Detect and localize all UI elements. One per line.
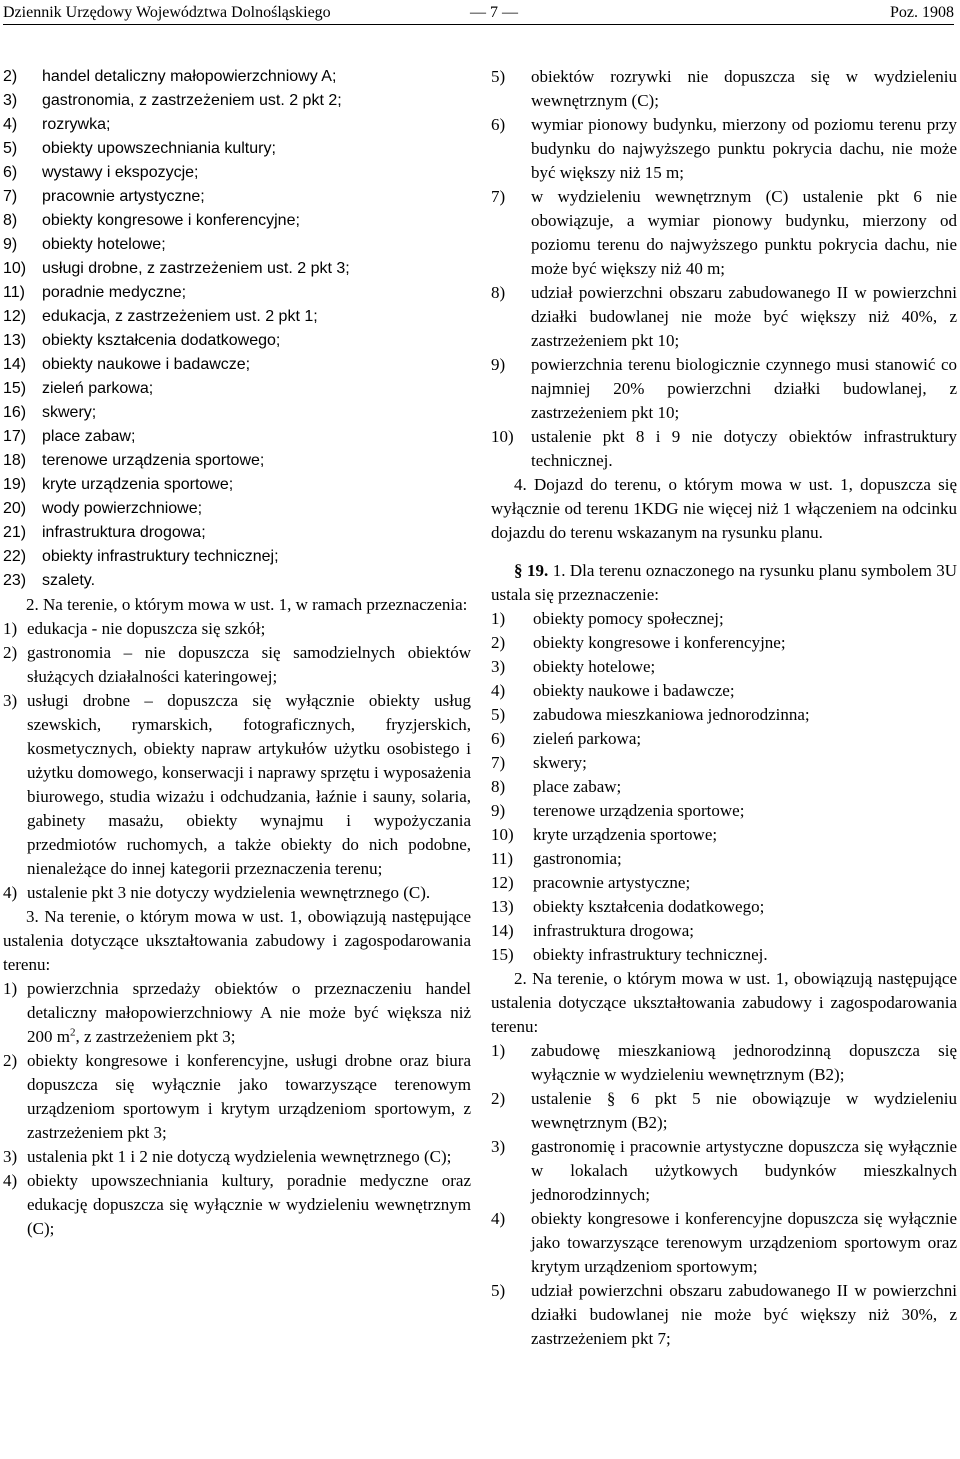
list-item <box>491 871 957 895</box>
section-19-label: § 19. <box>514 561 549 580</box>
list-item <box>3 569 471 593</box>
list-item-number: 4) <box>491 681 506 700</box>
paragraph-4: 4. Dojazd do terenu, o którym mowa w ust. 1, dopuszcza się wyłącznie od terenu 1KDG nie więcej niż 1 włączeniem na odcinku dojazdu do terenu wskazanym na rysunku planu. <box>491 475 957 542</box>
list-item-text: ustalenie pkt 3 nie dotyczy wydzielenia wewnętrznego (C). <box>27 883 431 902</box>
list-item-number: 3) <box>3 92 18 109</box>
list-item-number: 11) <box>491 849 514 868</box>
list-item <box>3 185 471 209</box>
list-item-text: wystawy i ekspozycje; <box>42 164 199 181</box>
list-item-number: 9) <box>491 355 506 374</box>
paragraph-3: 3. Na terenie, o którym mowa w ust. 1, obowiązują następujące ustalenia dotyczące ukształtowania zabudowy i zagospodarowania terenu: <box>3 907 471 974</box>
list-item <box>3 233 471 257</box>
list-item-text: ustalenia pkt 1 i 2 nie dotyczą wydzielenia wewnętrznego (C); <box>27 1147 452 1166</box>
list-item-text: obiekty kształcenia dodatkowego; <box>42 332 281 349</box>
list-item <box>491 1279 957 1351</box>
list-item-number: 9) <box>3 236 18 253</box>
list-item-number: 1) <box>491 1041 506 1060</box>
journal-title: Dziennik Urzędowy Województwa Dolnośląskiego <box>3 4 331 21</box>
header-rule <box>3 24 954 25</box>
list-item <box>491 751 957 775</box>
list-item-text: obiekty kształcenia dodatkowego; <box>533 897 765 916</box>
list-item-text: obiekty kongresowe i konferencyjne; <box>533 633 786 652</box>
page-header <box>3 0 954 26</box>
list-item-text: poradnie medyczne; <box>42 284 187 301</box>
list-item-number: 5) <box>491 1281 506 1300</box>
list-item-number: 11) <box>3 284 25 301</box>
section-19-text: 1. Dla terenu oznaczonego na rysunku planu symbolem 3U ustala się przeznaczenie: <box>491 561 958 604</box>
list-item-number: 20) <box>3 500 27 517</box>
list-item-text: obiekty naukowe i badawcze; <box>42 356 251 373</box>
list-item <box>491 775 957 799</box>
list-item <box>491 631 957 655</box>
list-item-number: 6) <box>491 729 506 748</box>
list-item-text: terenowe urządzenia sportowe; <box>533 801 745 820</box>
list-item <box>3 1169 471 1241</box>
list-item <box>491 799 957 823</box>
list-item-number: 1) <box>3 619 18 638</box>
paragraph-2: 2. Na terenie, o którym mowa w ust. 1, w ramach przeznaczenia: <box>26 595 468 614</box>
list-item <box>3 497 471 521</box>
list-item <box>3 113 471 137</box>
list-item <box>3 473 471 497</box>
list-item-text: powierzchnia terenu biologicznie czynnego musi stanowić co najmniej 20% powierzchni działki budowlanej, z zastrzeżeniem pkt 10; <box>531 355 957 422</box>
list-item-text: infrastruktura drogowa; <box>42 524 206 541</box>
list-item-text: pracownie artystyczne; <box>533 873 691 892</box>
list-item <box>491 919 957 943</box>
list-item-number: 8) <box>491 777 506 796</box>
list-item-text: handel detaliczny małopowierzchniowy A; <box>42 68 337 85</box>
list-item-text: pracownie artystyczne; <box>42 188 205 205</box>
list-item <box>3 1049 471 1145</box>
list-item-text: place zabaw; <box>42 428 136 445</box>
list-item-number: 10) <box>491 427 514 446</box>
list-item-number: 22) <box>3 548 27 565</box>
right-column <box>491 65 957 1351</box>
list-item-text: obiekty infrastruktury technicznej. <box>533 945 768 964</box>
list-item-number: 13) <box>3 332 27 349</box>
list-item <box>491 353 957 425</box>
list-item-number: 5) <box>3 140 18 157</box>
paragraph-2-list <box>3 617 471 905</box>
list-item <box>491 113 957 185</box>
list-item <box>3 89 471 113</box>
list-item <box>3 977 471 1049</box>
list-item-text: obiekty kongresowe i konferencyjne, usługi drobne oraz biura dopuszcza się wyłącznie jako towarzyszące terenowym urządzeniom sportowym i krytym urządzeniom sportowym, z zastrzeżeniem pkt 3; <box>27 1051 471 1142</box>
list-item <box>491 1087 957 1135</box>
list-item-number: 7) <box>491 187 506 206</box>
list-item <box>491 185 957 281</box>
list-item-text: edukacja, z zastrzeżeniem ust. 2 pkt 1; <box>42 308 318 325</box>
paragraph-3-list-continued <box>491 65 957 473</box>
list-item-text: zabudowa mieszkaniowa jednorodzinna; <box>533 705 810 724</box>
list-item <box>491 1039 957 1087</box>
list-item-text: place zabaw; <box>533 777 622 796</box>
list-item-text: gastronomia; <box>533 849 622 868</box>
list-item-number: 10) <box>491 825 514 844</box>
list-item <box>3 161 471 185</box>
list-item-number: 2) <box>3 68 18 85</box>
list-item-number: 14) <box>3 356 27 373</box>
list-item <box>3 689 471 881</box>
section-19-paragraph-2: 2. Na terenie, o którym mowa w ust. 1, obowiązują następujące ustalenia dotyczące ukształtowania zabudowy i zagospodarowania terenu: <box>491 969 957 1036</box>
list-item-text: wymiar pionowy budynku, mierzony od poziomu terenu przy budynku do najwyższego punktu pokrycia dachu, nie może być większy niż 15 m; <box>531 115 957 182</box>
superscript: 2 <box>69 1026 76 1039</box>
section-19 <box>491 559 957 607</box>
list-item-text: terenowe urządzenia sportowe; <box>42 452 265 469</box>
list-item-number: 15) <box>491 945 514 964</box>
list-item-number: 1) <box>3 979 18 998</box>
page-number: — 7 — <box>470 4 518 21</box>
list-item-text: kryte urządzenia sportowe; <box>533 825 718 844</box>
list-item-text: obiekty upowszechniania kultury, poradnie medyczne oraz edukację dopuszcza się wyłącznie w wydzieleniu wewnętrznym (C); <box>27 1171 471 1238</box>
list-item <box>3 377 471 401</box>
list-item-text: udział powierzchni obszaru zabudowanego II w powierzchni działki budowlanej nie może być większy niż 30%, z zastrzeżeniem pkt 7; <box>531 1281 957 1348</box>
list-item-text: skwery; <box>42 404 97 421</box>
list-item-text: obiekty upowszechniania kultury; <box>42 140 276 157</box>
list-item-text: usługi drobne – dopuszcza się wyłącznie obiekty usług szewskich, rymarskich, fotograficznych, fryzjerskich, kosmetycznych, obiekty napraw artykułów użytku osobistego i użytku domowego, konserwacji i naprawy sprzętu i wyposażenia biurowego, studia wizażu i odchudzania, łaźnie i sauny, solaria, gabinety masażu, obiekty wynajmu i wypożyczania przedmiotów ruchomych, a także obiekty do nich podobne, nienależące do innej kategorii przeznaczenia terenu; <box>27 691 471 878</box>
list-item <box>491 727 957 751</box>
list-item <box>491 281 957 353</box>
list-item-text: w wydzieleniu wewnętrznym (C) ustalenie pkt 6 nie obowiązuje, a wymiar pionowy budynku, mierzony od poziomu terenu do najwyższego punktu pokrycia dachu, nie może być większy niż 40 m; <box>531 187 957 278</box>
list-item-text: zieleń parkowa; <box>533 729 642 748</box>
list-item-number: 6) <box>491 115 506 134</box>
list-item-text: obiekty kongresowe i konferencyjne dopuszcza się wyłącznie jako towarzyszące terenowym urządzeniom sportowym oraz krytym urządzeniom sportowym; <box>531 1209 957 1276</box>
list-item-number: 1) <box>491 609 506 628</box>
list-item-text: gastronomia, z zastrzeżeniem ust. 2 pkt 2; <box>42 92 342 109</box>
list-item-text: obiekty hotelowe; <box>42 236 166 253</box>
position-number: Poz. 1908 <box>890 4 954 21</box>
list-item-number: 17) <box>3 428 27 445</box>
list-item <box>3 353 471 377</box>
paragraph-3-list <box>3 977 471 1241</box>
list-item-number: 6) <box>3 164 18 181</box>
list-item-text: wody powierzchniowe; <box>42 500 203 517</box>
list-item <box>491 425 957 473</box>
list-item-number: 3) <box>3 1147 18 1166</box>
list-item <box>491 895 957 919</box>
list-item-text: obiekty kongresowe i konferencyjne; <box>42 212 300 229</box>
list-item-text: zabudowę mieszkaniową jednorodzinną dopuszcza się wyłącznie w wydzieleniu wewnętrznym (B2); <box>531 1041 957 1084</box>
list-item <box>491 943 957 967</box>
list-item <box>491 655 957 679</box>
list-item-text: ustalenie pkt 8 i 9 nie dotyczy obiektów infrastruktury technicznej. <box>531 427 957 470</box>
list-item-number: 15) <box>3 380 27 397</box>
list-item <box>3 545 471 569</box>
list-item-text-tail: , z zastrzeżeniem pkt 3; <box>75 1027 236 1046</box>
list-item <box>491 65 957 113</box>
list-item-number: 18) <box>3 452 27 469</box>
list-item-number: 8) <box>3 212 18 229</box>
list-item <box>3 401 471 425</box>
section-19-list <box>491 607 957 967</box>
list-item-number: 9) <box>491 801 506 820</box>
list-item-number: 5) <box>491 67 506 86</box>
list-item-text: gastronomia – nie dopuszcza się samodzielnych obiektów służących działalności kateringowej; <box>27 643 471 686</box>
list-item-number: 5) <box>491 705 506 724</box>
list-item-text: udział powierzchni obszaru zabudowanego II w powierzchni działki budowlanej nie może być większy niż 40%, z zastrzeżeniem pkt 10; <box>531 283 957 350</box>
list-item <box>491 1135 957 1207</box>
list-item <box>491 823 957 847</box>
list-item <box>3 617 471 641</box>
list-item-number: 7) <box>3 188 18 205</box>
left-column <box>3 65 471 1241</box>
list-item-text: gastronomię i pracownie artystyczne dopuszcza się wyłącznie w lokalach użytkowych budynków mieszkalnych jednorodzinnych; <box>531 1137 957 1204</box>
list-item <box>3 449 471 473</box>
list-item-number: 13) <box>491 897 514 916</box>
section-19-paragraph-2-list <box>491 1039 957 1351</box>
list-item <box>3 521 471 545</box>
list-item-number: 7) <box>491 753 506 772</box>
list-item <box>3 305 471 329</box>
list-item-number: 12) <box>3 308 27 325</box>
list-item-number: 2) <box>3 643 18 662</box>
list-item-number: 4) <box>3 883 18 902</box>
list-item-number: 19) <box>3 476 27 493</box>
list-item <box>491 703 957 727</box>
list-item <box>3 257 471 281</box>
list-item <box>491 847 957 871</box>
list-item <box>3 209 471 233</box>
list-item-text: obiekty naukowe i badawcze; <box>533 681 735 700</box>
list-item <box>3 281 471 305</box>
list-item-number: 10) <box>3 260 27 277</box>
list-item <box>3 425 471 449</box>
list-item-text: zieleń parkowa; <box>42 380 154 397</box>
list-item-text: usługi drobne, z zastrzeżeniem ust. 2 pkt 3; <box>42 260 350 277</box>
list-item-text: obiekty infrastruktury technicznej; <box>42 548 279 565</box>
list-item-number: 12) <box>491 873 514 892</box>
list-item-text: skwery; <box>533 753 587 772</box>
list-item-text: infrastruktura drogowa; <box>533 921 694 940</box>
list-item <box>491 679 957 703</box>
list-item-number: 14) <box>491 921 514 940</box>
list-item-number: 3) <box>491 657 506 676</box>
list-item-number: 2) <box>491 633 506 652</box>
list-item-text: obiektów rozrywki nie dopuszcza się w wydzieleniu wewnętrznym (C); <box>531 67 957 110</box>
list-item <box>3 881 471 905</box>
list-item-text: szalety. <box>42 572 96 589</box>
list-item-text: edukacja - nie dopuszcza się szkół; <box>27 619 266 638</box>
list-item-number: 16) <box>3 404 27 421</box>
list-item <box>3 65 471 89</box>
list-item-number: 21) <box>3 524 27 541</box>
list-item-text: obiekty hotelowe; <box>533 657 656 676</box>
list-item-number: 8) <box>491 283 506 302</box>
list-item-text: ustalenie § 6 pkt 5 nie obowiązuje w wydzieleniu wewnętrznym (B2); <box>531 1089 957 1132</box>
list-item <box>491 1207 957 1279</box>
list-item-number: 23) <box>3 572 27 589</box>
list-item-number: 3) <box>491 1137 506 1156</box>
list-item <box>3 1145 471 1169</box>
list-item-number: 3) <box>3 691 18 710</box>
list-item-number: 2) <box>3 1051 18 1070</box>
list-item-number: 4) <box>491 1209 506 1228</box>
list-item <box>491 607 957 631</box>
list-item-number: 4) <box>3 116 18 133</box>
list-item <box>3 137 471 161</box>
list-item-text: rozrywka; <box>42 116 111 133</box>
list-item-number: 2) <box>491 1089 506 1108</box>
list-item-text: kryte urządzenia sportowe; <box>42 476 234 493</box>
use-list <box>3 65 471 593</box>
list-item <box>3 641 471 689</box>
list-item-text: obiekty pomocy społecznej; <box>533 609 724 628</box>
list-item <box>3 329 471 353</box>
list-item-text: powierzchnia sprzedaży obiektów o przeznaczeniu handel detaliczny małopowierzchniowy A nie może być większa niż 200 m <box>27 979 471 1046</box>
list-item-number: 4) <box>3 1171 18 1190</box>
